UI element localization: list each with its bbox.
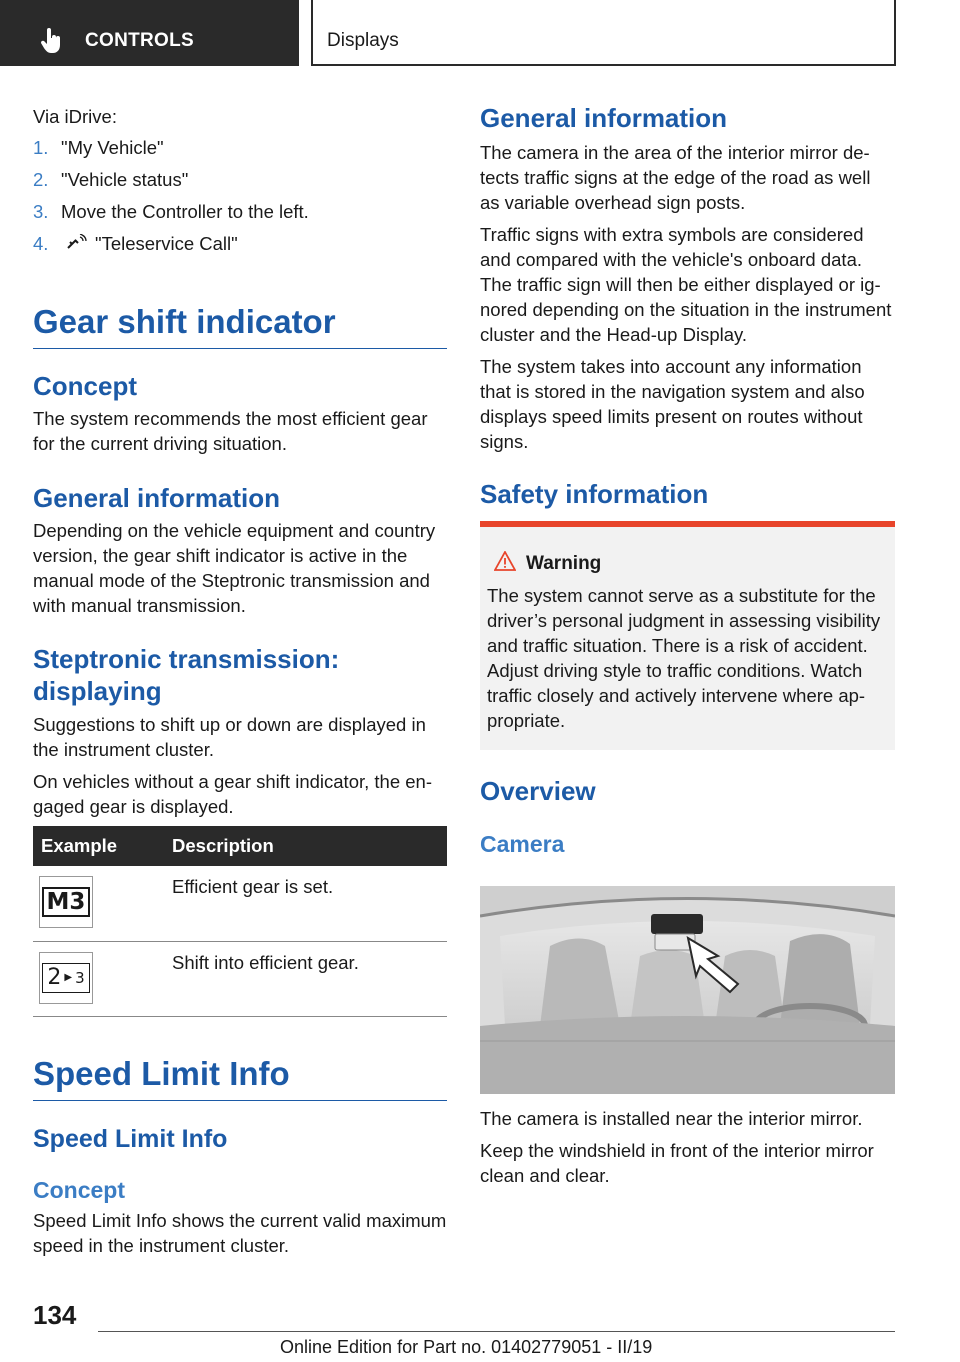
gear-table [33, 826, 447, 1017]
section-tab [0, 0, 299, 66]
list-item: 1. "My Vehicle" [33, 137, 164, 158]
col-example-header: Example [33, 826, 164, 866]
left-column [33, 104, 447, 260]
camera-p1: The camera is installed near the interior mirror. [480, 1108, 863, 1129]
page-header [0, 0, 960, 66]
general-p3: The system takes into account any information that is stored in the navigation system and also displays speed limits present on routes without signs. [480, 356, 865, 452]
overview-section [480, 775, 895, 859]
table-row [33, 866, 447, 941]
teleservice-icon [65, 234, 89, 252]
warning-title: Warning [526, 553, 602, 574]
general-info-text: Depending on the vehicle equipment and country version, the gear shift indicator is active in the manual mode of the Steptronic transmission and with manual transmission. [33, 520, 436, 616]
steptronic-text-2: On vehicles without a gear shift indicator, the engaged gear is displayed. [33, 771, 433, 817]
gear-shift-title: Gear shift indicator [33, 302, 447, 349]
edition-note: Online Edition for Part no. 01402779051 - II/19 [280, 1337, 653, 1357]
safety-section [480, 478, 895, 510]
via-idrive-label: Via iDrive: [33, 106, 117, 127]
footer-divider [98, 1331, 895, 1332]
speed-limit-subtitle: Speed Limit Info [33, 1125, 228, 1153]
gear-m3-icon: M3 [39, 876, 93, 928]
section-label: CONTROLS [85, 30, 195, 51]
gear-shift-section [33, 302, 447, 349]
chapter-label: Displays [327, 30, 399, 51]
right-general-title: General information [480, 103, 728, 133]
speed-limit-section [33, 1054, 447, 1101]
row-description: Shift into efficient gear. [164, 941, 447, 1016]
list-item: 4. "Teleservice Call" [33, 233, 238, 254]
list-item: 3. Move the Controller to the left. [33, 201, 309, 222]
col-description-header: Description [164, 826, 447, 866]
general-p1: The camera in the area of the interior mirror detects traffic signs at the edge of the road as well as variable overhead sign posts. [480, 142, 871, 213]
safety-title: Safety information [480, 479, 709, 509]
speed-limit-title: Speed Limit Info [33, 1054, 447, 1101]
arrow-right-icon: ▶ [64, 972, 73, 983]
general-info-section [33, 482, 447, 618]
steptronic-text-1: Suggestions to shift up or down are displayed in the instrument cluster. [33, 714, 426, 760]
table-row [33, 941, 447, 1016]
gear-upshift-icon: 2 ▶ 3 [39, 952, 93, 1004]
camera-text-section [480, 1106, 895, 1188]
general-p2: Traffic signs with extra symbols are considered and compared with the vehicle's onboard data. The traffic sign will then be either displayed or ignored depending on the situation in the instrument cluster and the Head-up Display. [480, 224, 892, 345]
general-info-title: General information [33, 483, 281, 513]
speed-concept-title: Concept [33, 1177, 125, 1203]
list-item: 2. "Vehicle status" [33, 169, 189, 190]
concept-section [33, 370, 447, 456]
chapter-box [311, 0, 896, 66]
overview-title: Overview [480, 776, 596, 806]
gear-table-wrap [33, 826, 447, 1017]
steptronic-title-line1: Steptronic transmission: [33, 644, 340, 674]
steptronic-title-line2: displaying [33, 676, 162, 706]
row-description: Efficient gear is set. [164, 866, 447, 941]
concept-title: Concept [33, 371, 137, 401]
idrive-steps [33, 132, 447, 260]
right-general-section [480, 102, 895, 454]
warning-box [480, 521, 895, 750]
speed-concept-text: Speed Limit Info shows the current valid maximum speed in the instrument cluster. [33, 1210, 447, 1256]
hand-pointer-icon [40, 28, 62, 54]
warning-triangle-icon [494, 551, 516, 571]
camera-title: Camera [480, 831, 565, 857]
camera-location-photo [480, 886, 895, 1094]
camera-p2: Keep the windshield in front of the interior mirror clean and clear. [480, 1140, 874, 1186]
concept-text: The system recommends the most efficient gear for the current driving situation. [33, 408, 428, 454]
warning-text: The system cannot serve as a substitute for the driver’s personal judgment in assessing visibility and traffic situation. There is a risk of accident. Adjust driving style to traffic conditions. Watch traffic closely and actively intervene where appropriate. [487, 585, 881, 731]
speed-limit-sub-section [33, 1123, 447, 1258]
steptronic-section [33, 643, 447, 819]
page-number: 134 [33, 1300, 77, 1330]
